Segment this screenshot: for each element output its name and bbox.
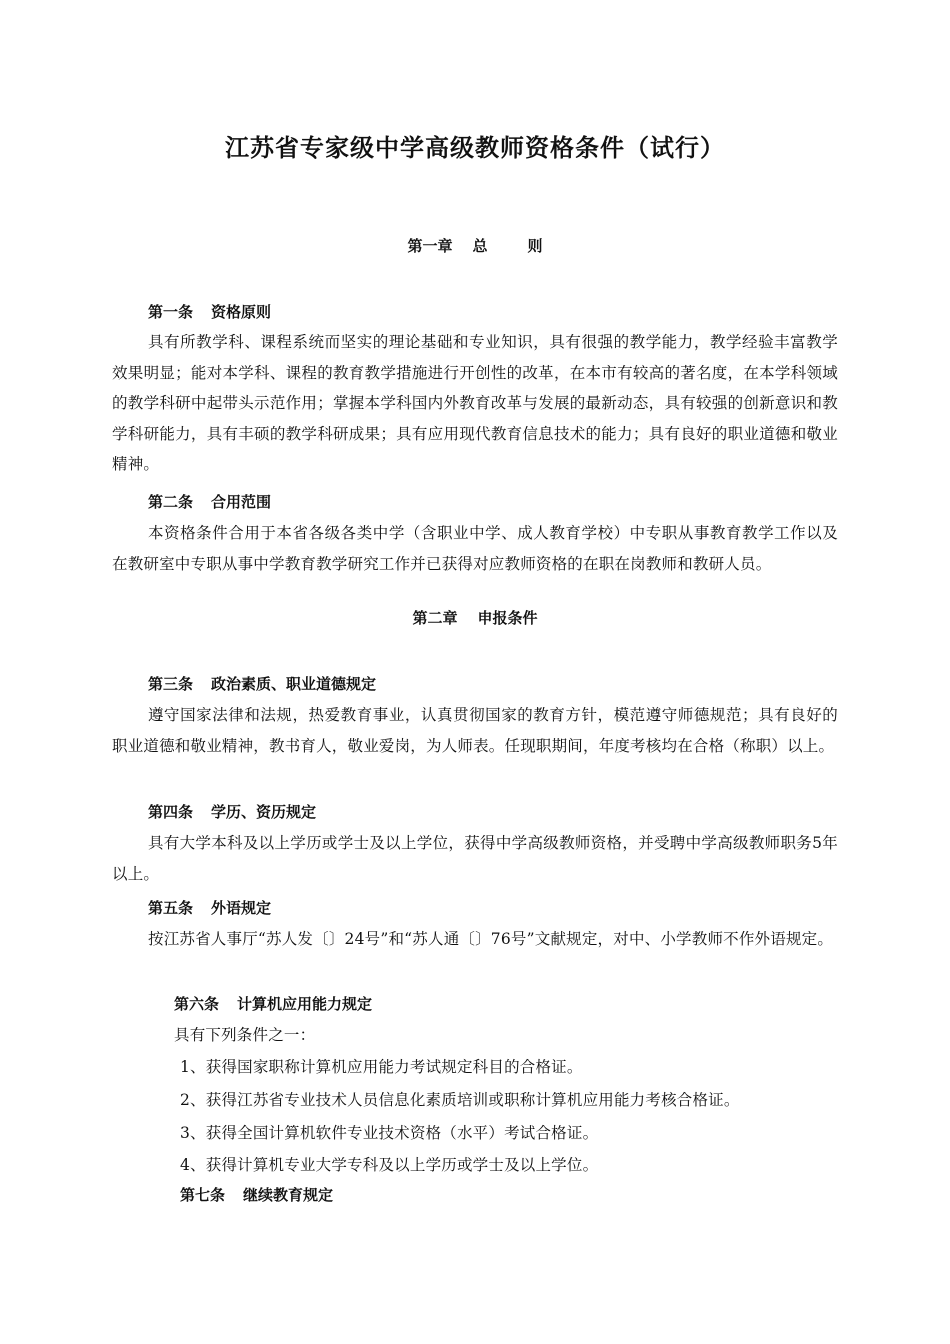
article-4-title: 学历、资历规定 [211,803,317,821]
article-5-number: 第五条 [148,899,194,917]
article-3-title: 政治素质、职业道德规定 [211,675,377,693]
article-7-heading [180,1183,333,1207]
chapter-2-title: 申报条件 [477,609,538,627]
article-4-heading [148,800,316,824]
article-1-title: 资格原则 [211,303,272,321]
article-6-number: 第六条 [174,995,220,1013]
article-4-body: 具有大学本科及以上学历或学士及以上学位，获得中学高级教师资格，并受聘中学高级教师职务5年以上。 [112,834,838,883]
article-2-heading [148,490,271,514]
article-6-heading [174,992,372,1016]
article-3-number: 第三条 [148,675,194,693]
article-3-body: 遵守国家法律和法规，热爱教育事业，认真贯彻国家的教育方针，模范遵守师德规范；具有良好的职业道德和敬业精神，教书育人，敬业爱岗，为人师表。任现职期间，年度考核均在合格（称职）以上。 [112,706,838,755]
chapter-2-heading [0,606,950,630]
chapter-1-label: 第一章 [407,237,453,255]
article-1-heading [148,300,271,324]
chapter-1-title-part-1: 总 [472,237,488,255]
article-7-title: 继续教育规定 [243,1186,334,1204]
article-4-number: 第四条 [148,803,194,821]
article-6-item-1: 1、获得国家职称计算机应用能力考试规定科目的合格证。 [180,1058,583,1076]
chapter-1-heading [0,234,950,258]
chapter-1-title-part-2: 则 [527,237,543,255]
article-6-item-3: 3、获得全国计算机软件专业技术资格（水平）考试合格证。 [180,1124,599,1142]
chapter-2-label: 第二章 [412,609,458,627]
article-6-title: 计算机应用能力规定 [237,995,373,1013]
article-2-number: 第二条 [148,493,194,511]
article-6-item-2: 2、获得江苏省专业技术人员信息化素质培训或职称计算机应用能力考核合格证。 [180,1091,740,1109]
article-1-body: 具有所教学科、课程系统而坚实的理论基础和专业知识，具有很强的教学能力，教学经验丰富教学效果明显；能对本学科、课程的教育教学措施进行开创性的改革，在本市有较高的著名度，在本学科领域的教学科研中起带头示范作用；掌握本学科国内外教育改革与发展的最新动态，具有较强的创新意识和教学科研能力，具有丰硕的教学科研成果；具有应用现代教育信息技术的能力；具有良好的职业道德和敬业精神。 [112,333,838,473]
article-1-number: 第一条 [148,303,194,321]
article-5-title: 外语规定 [211,899,272,917]
article-6-item-4: 4、获得计算机专业大学专科及以上学历或学士及以上学位。 [180,1156,599,1174]
document-title: 江苏省专家级中学高级教师资格条件（试行） [225,134,725,162]
article-2-title: 合用范围 [211,493,272,511]
article-3-heading [148,672,376,696]
article-5-heading [148,896,271,920]
article-5-body: 按江苏省人事厅“苏人发〔〕24号”和“苏人通〔〕76号”文献规定，对中、小学教师不作外语规定。 [148,930,834,948]
article-6-intro: 具有下列条件之一： [174,1026,316,1044]
article-7-number: 第七条 [180,1186,226,1204]
article-2-body: 本资格条件合用于本省各级各类中学（含职业中学、成人教育学校）中专职从事教育教学工作以及在教研室中专职从事中学教育教学研究工作并已获得对应教师资格的在职在岗教师和教研人员。 [112,524,838,573]
